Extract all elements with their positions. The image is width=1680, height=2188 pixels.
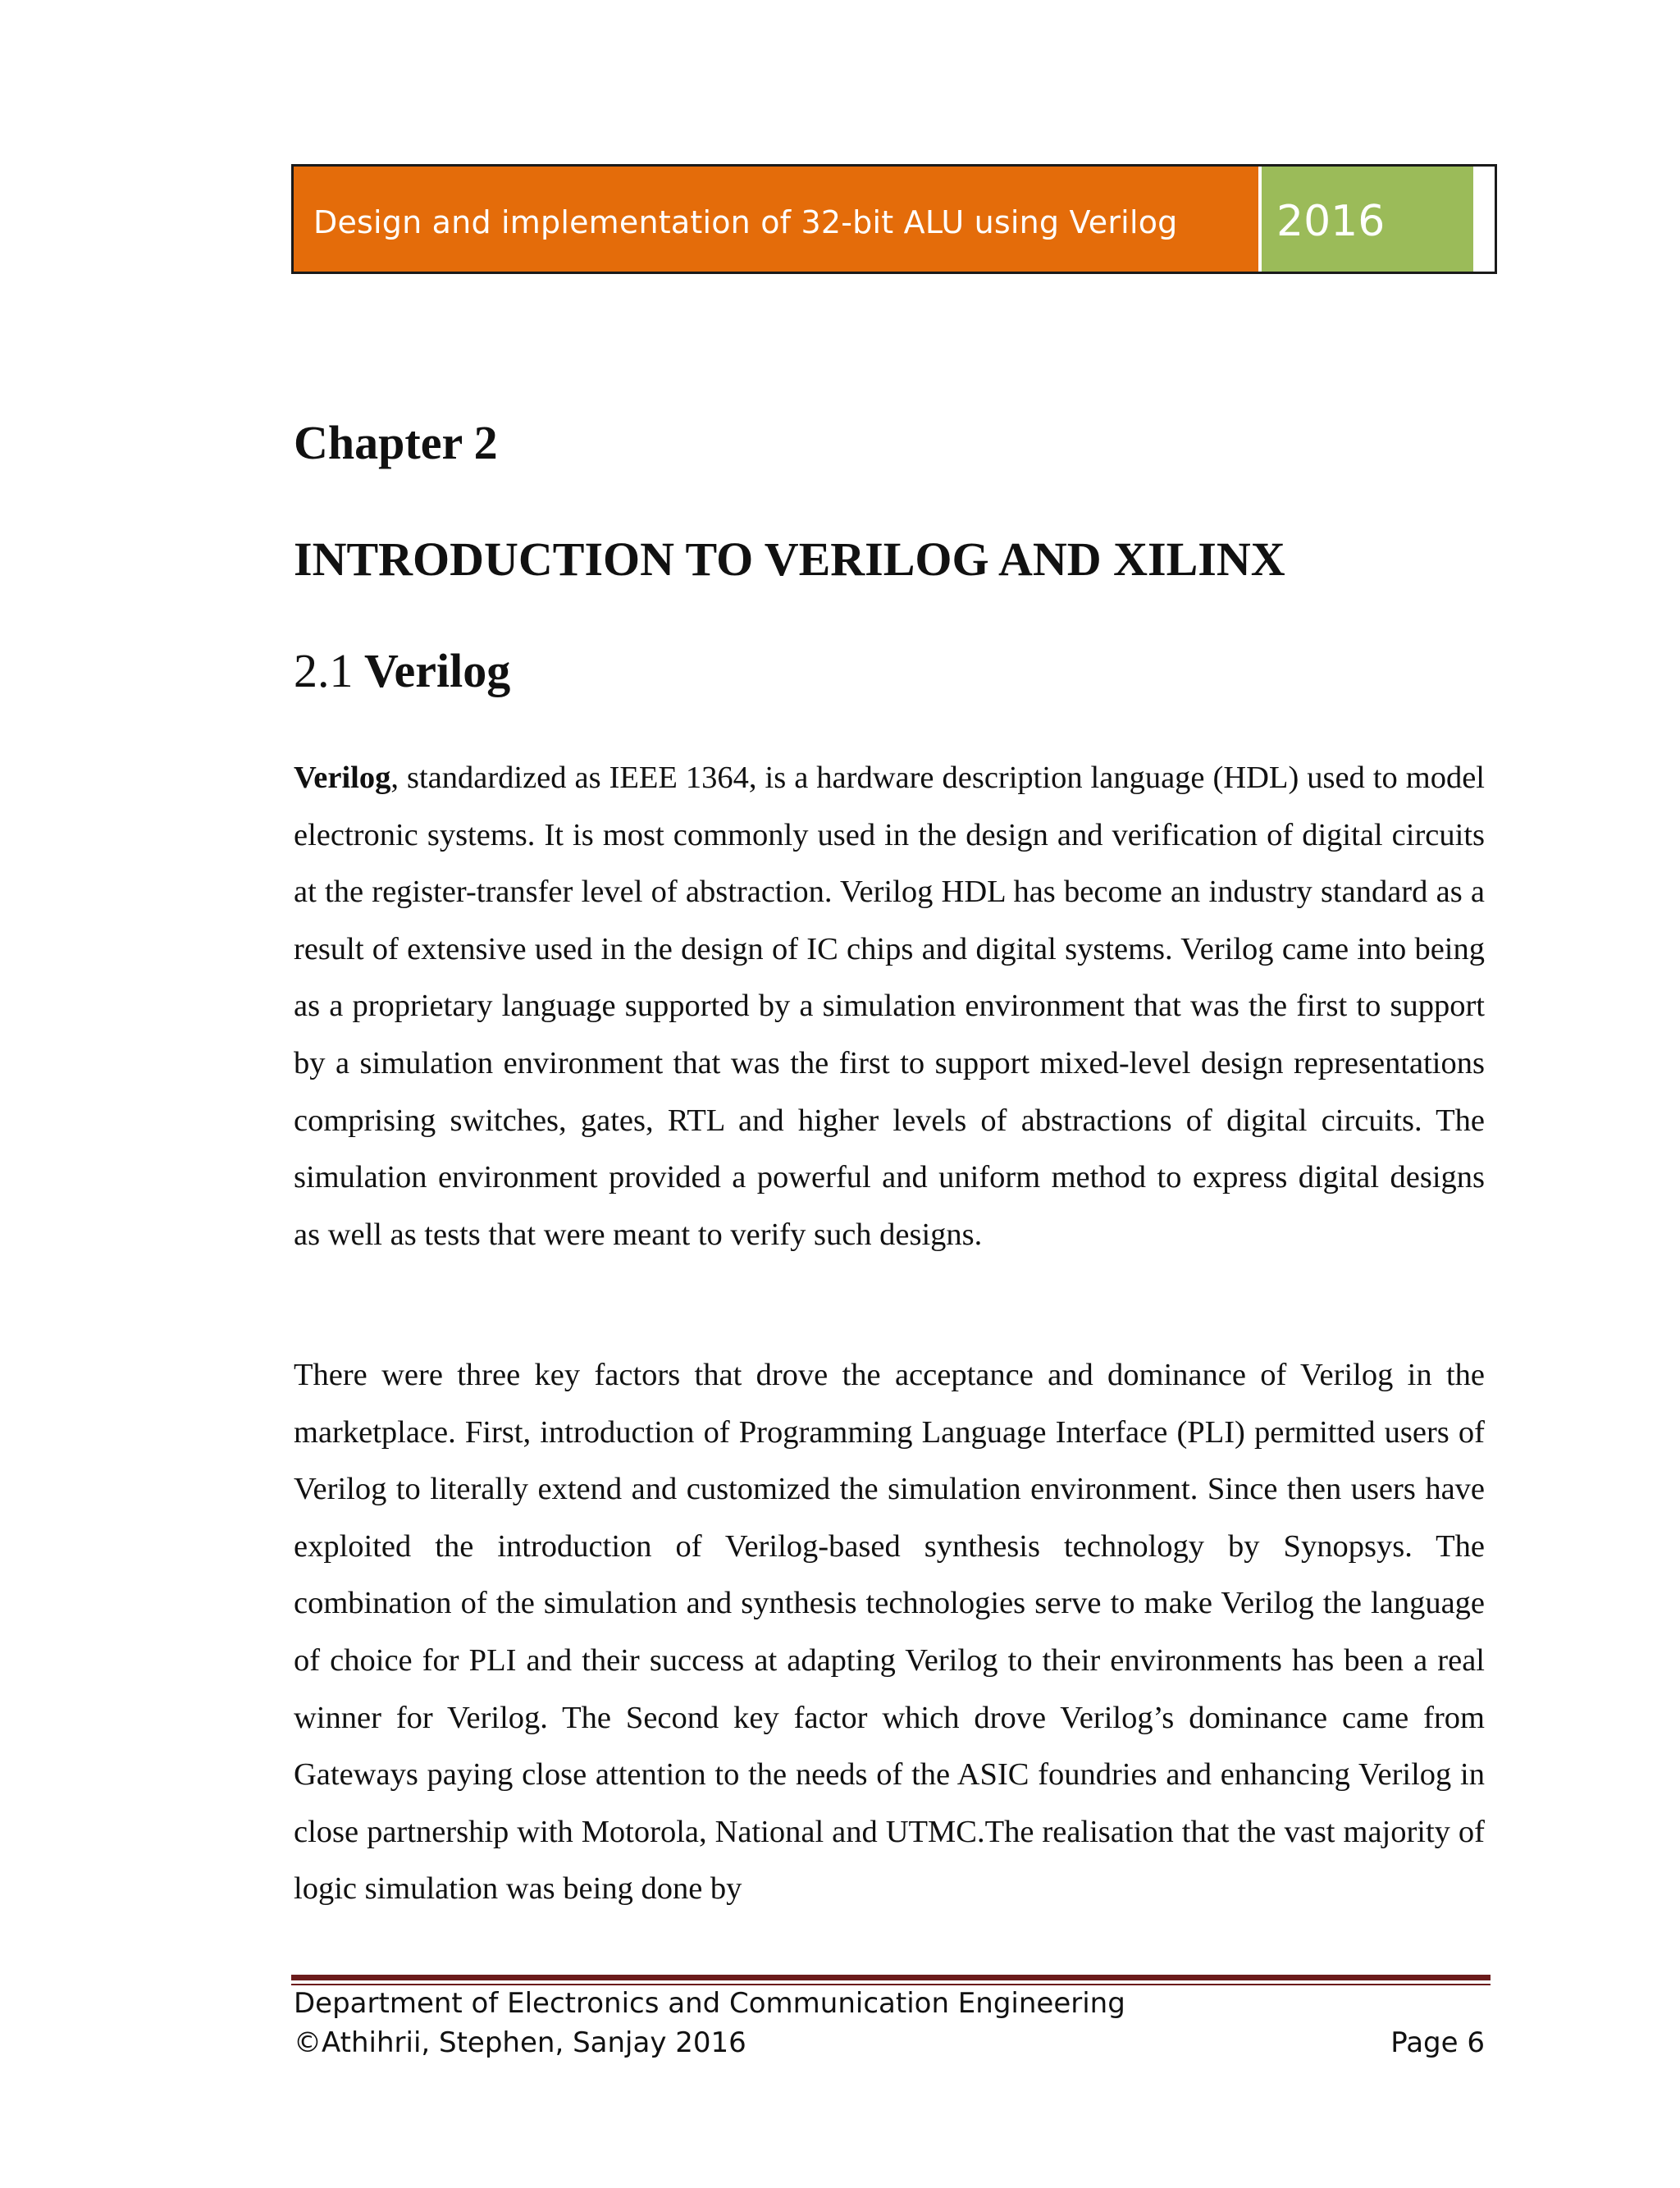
body-paragraph-1 — [294, 750, 1485, 1263]
section-heading — [294, 645, 510, 697]
lead-term: Verilog — [294, 761, 391, 795]
header-title-box — [294, 167, 1262, 272]
body-paragraph-2 — [294, 1347, 1485, 1918]
chapter-title: INTRODUCTION TO VERILOG AND XILINX — [294, 532, 1285, 586]
footer-rule — [291, 1975, 1491, 1980]
chapter-label: Chapter 2 — [294, 416, 498, 469]
footer-rule-thin — [291, 1984, 1491, 1985]
header-title: Design and implementation of 32-bit ALU using Verilog — [313, 204, 1178, 240]
running-header — [291, 164, 1497, 274]
footer-department: Department of Electronics and Communication Engineering — [294, 1987, 1125, 2020]
paragraph-1-text: , standardized as IEEE 1364, is a hardware description language (HDL) used to model electronic systems. It is most commonly used in the design and verification of digital circuits at the register-transfer level of abstraction. Verilog HDL has become an industry standard as a result of extensive used in the design of IC chips and digital systems. Verilog came into being as a proprietary language supported by a simulation environment that was the first to support by a simulation environment that was the first to support mixed-level design representations comprising switches, gates, RTL and higher levels of abstractions of digital circuits. The simulation environment provided a powerful and uniform method to express digital designs as well as tests that were meant to verify such designs. — [294, 761, 1485, 1252]
section-number: 2.1 — [294, 644, 354, 697]
page-number: Page 6 — [1390, 2026, 1485, 2059]
paragraph-2-text: There were three key factors that drove the acceptance and dominance of Verilog in the marketplace. First, introduction of Programming Language Interface (PLI) permitted users of Verilog to literally extend and customized the simulation environment. Since then users have exploited the introduction of Verilog-based synthesis technology by Synopsys. The combination of the simulation and synthesis technologies serve to make Verilog the language of choice for PLI and their success at adapting Verilog to their environments has been a real winner for Verilog. The Second key factor which drove Verilog’s dominance came from Gateways paying close attention to the needs of the ASIC foundries and enhancing Verilog in close partnership with Motorola, National and UTMC.The realisation that the vast majority of logic simulation was being done by — [294, 1358, 1485, 1907]
section-title: Verilog — [363, 644, 511, 697]
footer-copyright: ©Athihrii, Stephen, Sanjay 2016 — [294, 2026, 746, 2059]
header-year-box — [1262, 167, 1481, 272]
header-year: 2016 — [1276, 197, 1386, 246]
